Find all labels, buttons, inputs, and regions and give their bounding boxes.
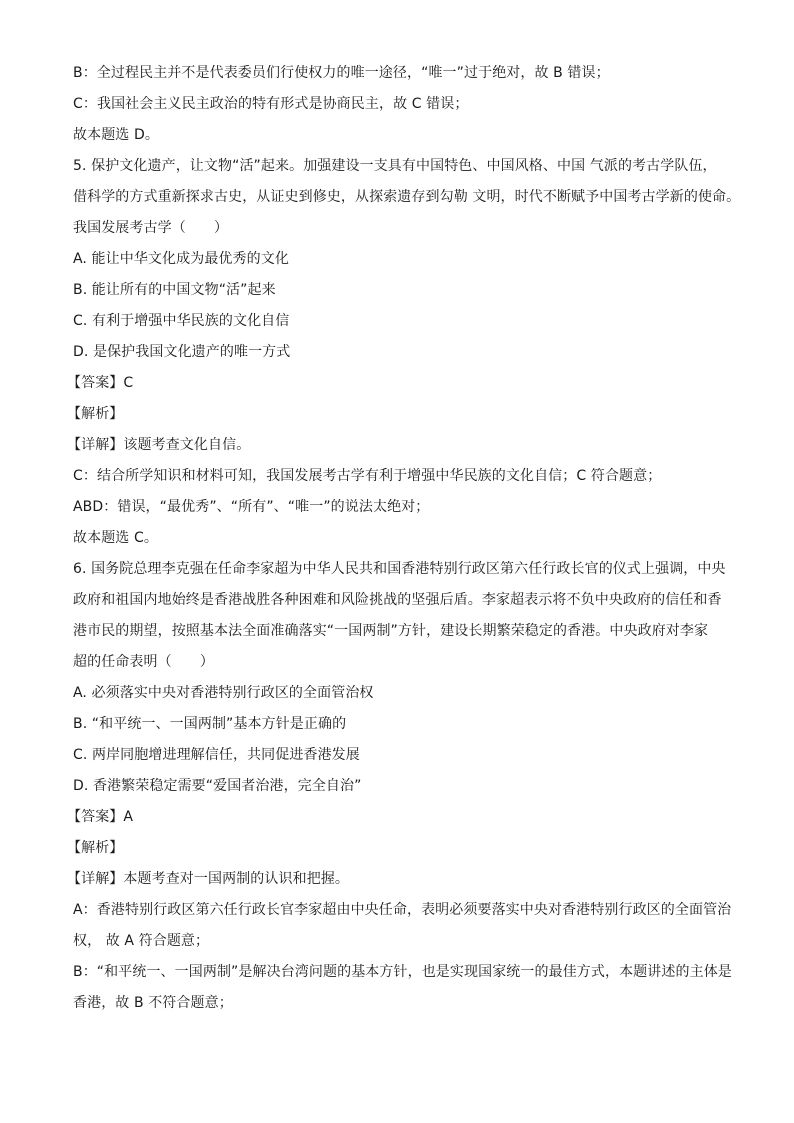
text-line: ABD：错误，“最优秀”、“所有”、“唯一”的说法太绝对； [73, 499, 430, 515]
detail-label: 【详解】本题考查对一国两制的认识和把握。 [67, 871, 349, 887]
text-line: 故本题选 C。 [73, 530, 158, 546]
text-line: C：结合所学知识和材料可知，我国发展考古学有利于增强中华民族的文化自信；C 符合题意； [73, 468, 662, 484]
question-6-option-a: A. 必须落实中央对香港特别行政区的全面管治权 [73, 685, 374, 701]
question-6-stem: 港市民的期望，按照基本法全面准确落实“一国两制”方针，建设长期繁荣稳定的香港。中央政府对李家 [73, 623, 709, 639]
answer-label: 【答案】C [67, 375, 134, 391]
question-6-option-c: C. 两岸同胞增进理解信任，共同促进香港发展 [73, 747, 360, 763]
analysis-label: 【解析】 [67, 406, 124, 422]
question-6-stem: 政府和祖国内地始终是香港战胜各种困难和风险挑战的坚强后盾。李家超表示将不负中央政府的信任和香 [73, 592, 722, 608]
text-line: B：全过程民主并不是代表委员们行使权力的唯一途径，“唯一”过于绝对，故 B 错误； [73, 65, 610, 81]
analysis-label: 【解析】 [67, 840, 124, 856]
question-5-option-b: B. 能让所有的中国文物“活”起来 [73, 282, 276, 298]
question-5-option-a: A. 能让中华文化成为最优秀的文化 [73, 251, 289, 267]
question-5-stem: 5. 保护文化遗产，让文物“活”起来。加强建设一支具有中国特色、中国风格、中国 气派的考古学队伍， [73, 158, 717, 174]
text-line: C：我国社会主义民主政治的特有形式是协商民主，故 C 错误； [73, 96, 469, 112]
detail-label: 【详解】该题考查文化自信。 [67, 437, 251, 453]
text-line: B：“和平统一、一国两制”是解决台湾问题的基本方针，也是实现国家统一的最佳方式，本题讲述的主体是 [73, 964, 732, 980]
text-line: 故本题选 D。 [73, 127, 159, 143]
question-6-stem: 超的任命表明（ ） [73, 654, 214, 670]
question-6-option-d: D. 香港繁荣稳定需要“爱国者治港，完全自治” [73, 778, 362, 794]
question-5-option-d: D. 是保护我国文化遗产的唯一方式 [73, 344, 291, 360]
question-6-option-b: B. “和平统一、一国两制”基本方针是正确的 [73, 716, 347, 732]
question-6-stem: 6. 国务院总理李克强在任命李家超为中华人民共和国香港特别行政区第六任行政长官的仪式上强调，中央 [73, 561, 726, 577]
question-5-stem: 我国发展考古学（ ） [73, 220, 229, 236]
answer-label: 【答案】A [67, 809, 134, 825]
text-line: 权， 故 A 符合题意； [73, 933, 210, 949]
text-line: A：香港特别行政区第六任行政长官李家超由中央任命，表明必须要落实中央对香港特别行政区的全面管治 [73, 902, 732, 918]
question-5-option-c: C. 有利于增强中华民族的文化自信 [73, 313, 290, 329]
text-line: 香港，故 B 不符合题意； [73, 995, 233, 1011]
document-page [67, 58, 741, 1019]
question-5-stem: 借科学的方式重新探求古史，从证史到修史，从探索遗存到勾勒 文明，时代不断赋予中国考古学新的使命。 [73, 189, 741, 205]
